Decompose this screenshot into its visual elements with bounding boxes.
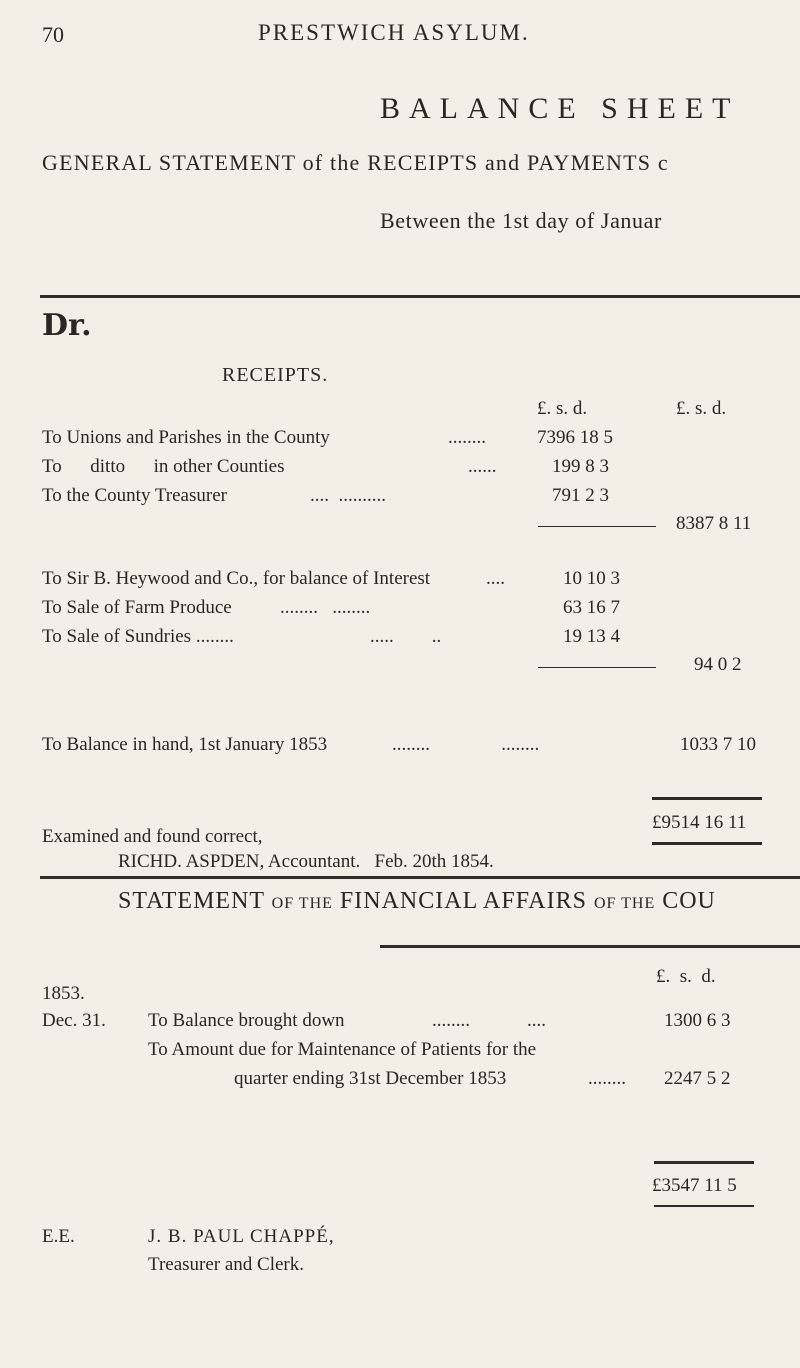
receipt-amount: 199 8 3 <box>552 456 609 477</box>
receipt-amount: 10 10 3 <box>563 568 620 589</box>
running-head: PRESTWICH ASYLUM. <box>258 20 530 45</box>
leader-dots: ...... <box>468 456 497 477</box>
leader-dots: ........ .... <box>432 1010 546 1031</box>
leader-dots: ........ ........ <box>280 597 371 618</box>
leader-dots: ........ <box>448 427 486 448</box>
subtotal-rule <box>538 667 656 668</box>
heading-part: STATEMENT <box>118 888 265 914</box>
heading-part: FINANCIAL AFFAIRS <box>339 888 587 914</box>
subtotal-amount: 94 0 2 <box>694 654 742 675</box>
receipt-label: To ditto in other Counties <box>42 456 285 477</box>
statement-label: To Amount due for Maintenance of Patients for the <box>148 1039 537 1060</box>
receipt-amount: 791 2 3 <box>552 485 609 506</box>
total-rule-bottom <box>652 842 762 845</box>
statement-rule <box>380 945 800 948</box>
treasurer-title: Treasurer and Clerk. <box>148 1254 305 1275</box>
page-title: BALANCE SHEET <box>380 92 740 125</box>
leader-dots: .... .......... <box>310 485 386 506</box>
page-number: 70 <box>42 22 64 47</box>
receipt-label: To Unions and Parishes in the County <box>42 427 330 448</box>
leader-dots: ..... .. <box>370 626 442 647</box>
statement-label: quarter ending 31st December 1853 <box>234 1068 507 1089</box>
date-range-line: Between the 1st day of Januar <box>380 208 662 233</box>
leader-dots: ........ <box>588 1068 626 1089</box>
receipt-label: To Sale of Farm Produce <box>42 597 232 618</box>
receipt-label: To Sale of Sundries ........ <box>42 626 234 647</box>
total-rule-top <box>652 797 762 800</box>
statement-year: 1853. <box>42 983 85 1004</box>
balance-label: To Balance in hand, 1st January 1853 <box>42 734 328 755</box>
statement-subtitle: GENERAL STATEMENT of the RECEIPTS and PAYMENTS c <box>42 150 669 175</box>
examined-note: Examined and found correct, <box>42 826 263 847</box>
leader-dots: ........ ........ <box>392 734 540 755</box>
heading-part: OF THE <box>271 895 333 912</box>
receipt-amount: 63 16 7 <box>563 597 620 618</box>
financial-statement-heading <box>118 888 716 915</box>
statement-label: To Balance brought down <box>148 1010 345 1031</box>
receipt-amount: 19 13 4 <box>563 626 620 647</box>
statement-total-rule-top <box>654 1161 754 1164</box>
section-divider <box>40 876 800 879</box>
subtotal-rule <box>538 526 656 527</box>
grand-total: £9514 16 11 <box>652 812 747 833</box>
receipt-amount: 7396 18 5 <box>537 427 613 448</box>
column-header-items: £. s. d. <box>537 398 588 419</box>
leader-dots: .... <box>486 568 505 589</box>
subtotal-amount: 8387 8 11 <box>676 513 752 534</box>
receipt-label: To the County Treasurer <box>42 485 227 506</box>
statement-date: Dec. 31. <box>42 1010 106 1031</box>
statement-column-header: £. s. d. <box>656 966 716 987</box>
heading-part: OF THE <box>593 895 656 912</box>
treasurer-name: J. B. PAUL CHAPPÉ, <box>148 1226 335 1247</box>
receipts-heading: RECEIPTS. <box>222 364 329 386</box>
top-divider <box>40 295 800 298</box>
statement-amount: 1300 6 3 <box>664 1010 731 1031</box>
statement-amount: 2247 5 2 <box>664 1068 731 1089</box>
balance-amount: 1033 7 10 <box>680 734 756 755</box>
accountant-signature: RICHD. ASPDEN, Accountant. Feb. 20th 1854. <box>118 851 494 872</box>
receipt-label: To Sir B. Heywood and Co., for balance of Interest <box>42 568 431 589</box>
column-header-totals: £. s. d. <box>676 398 727 419</box>
statement-total-rule-bottom <box>654 1205 754 1207</box>
heading-part: COU <box>662 888 716 914</box>
debit-mark: Dr. <box>42 308 92 343</box>
statement-total: £3547 11 5 <box>652 1175 737 1196</box>
initials: E.E. <box>42 1226 75 1247</box>
